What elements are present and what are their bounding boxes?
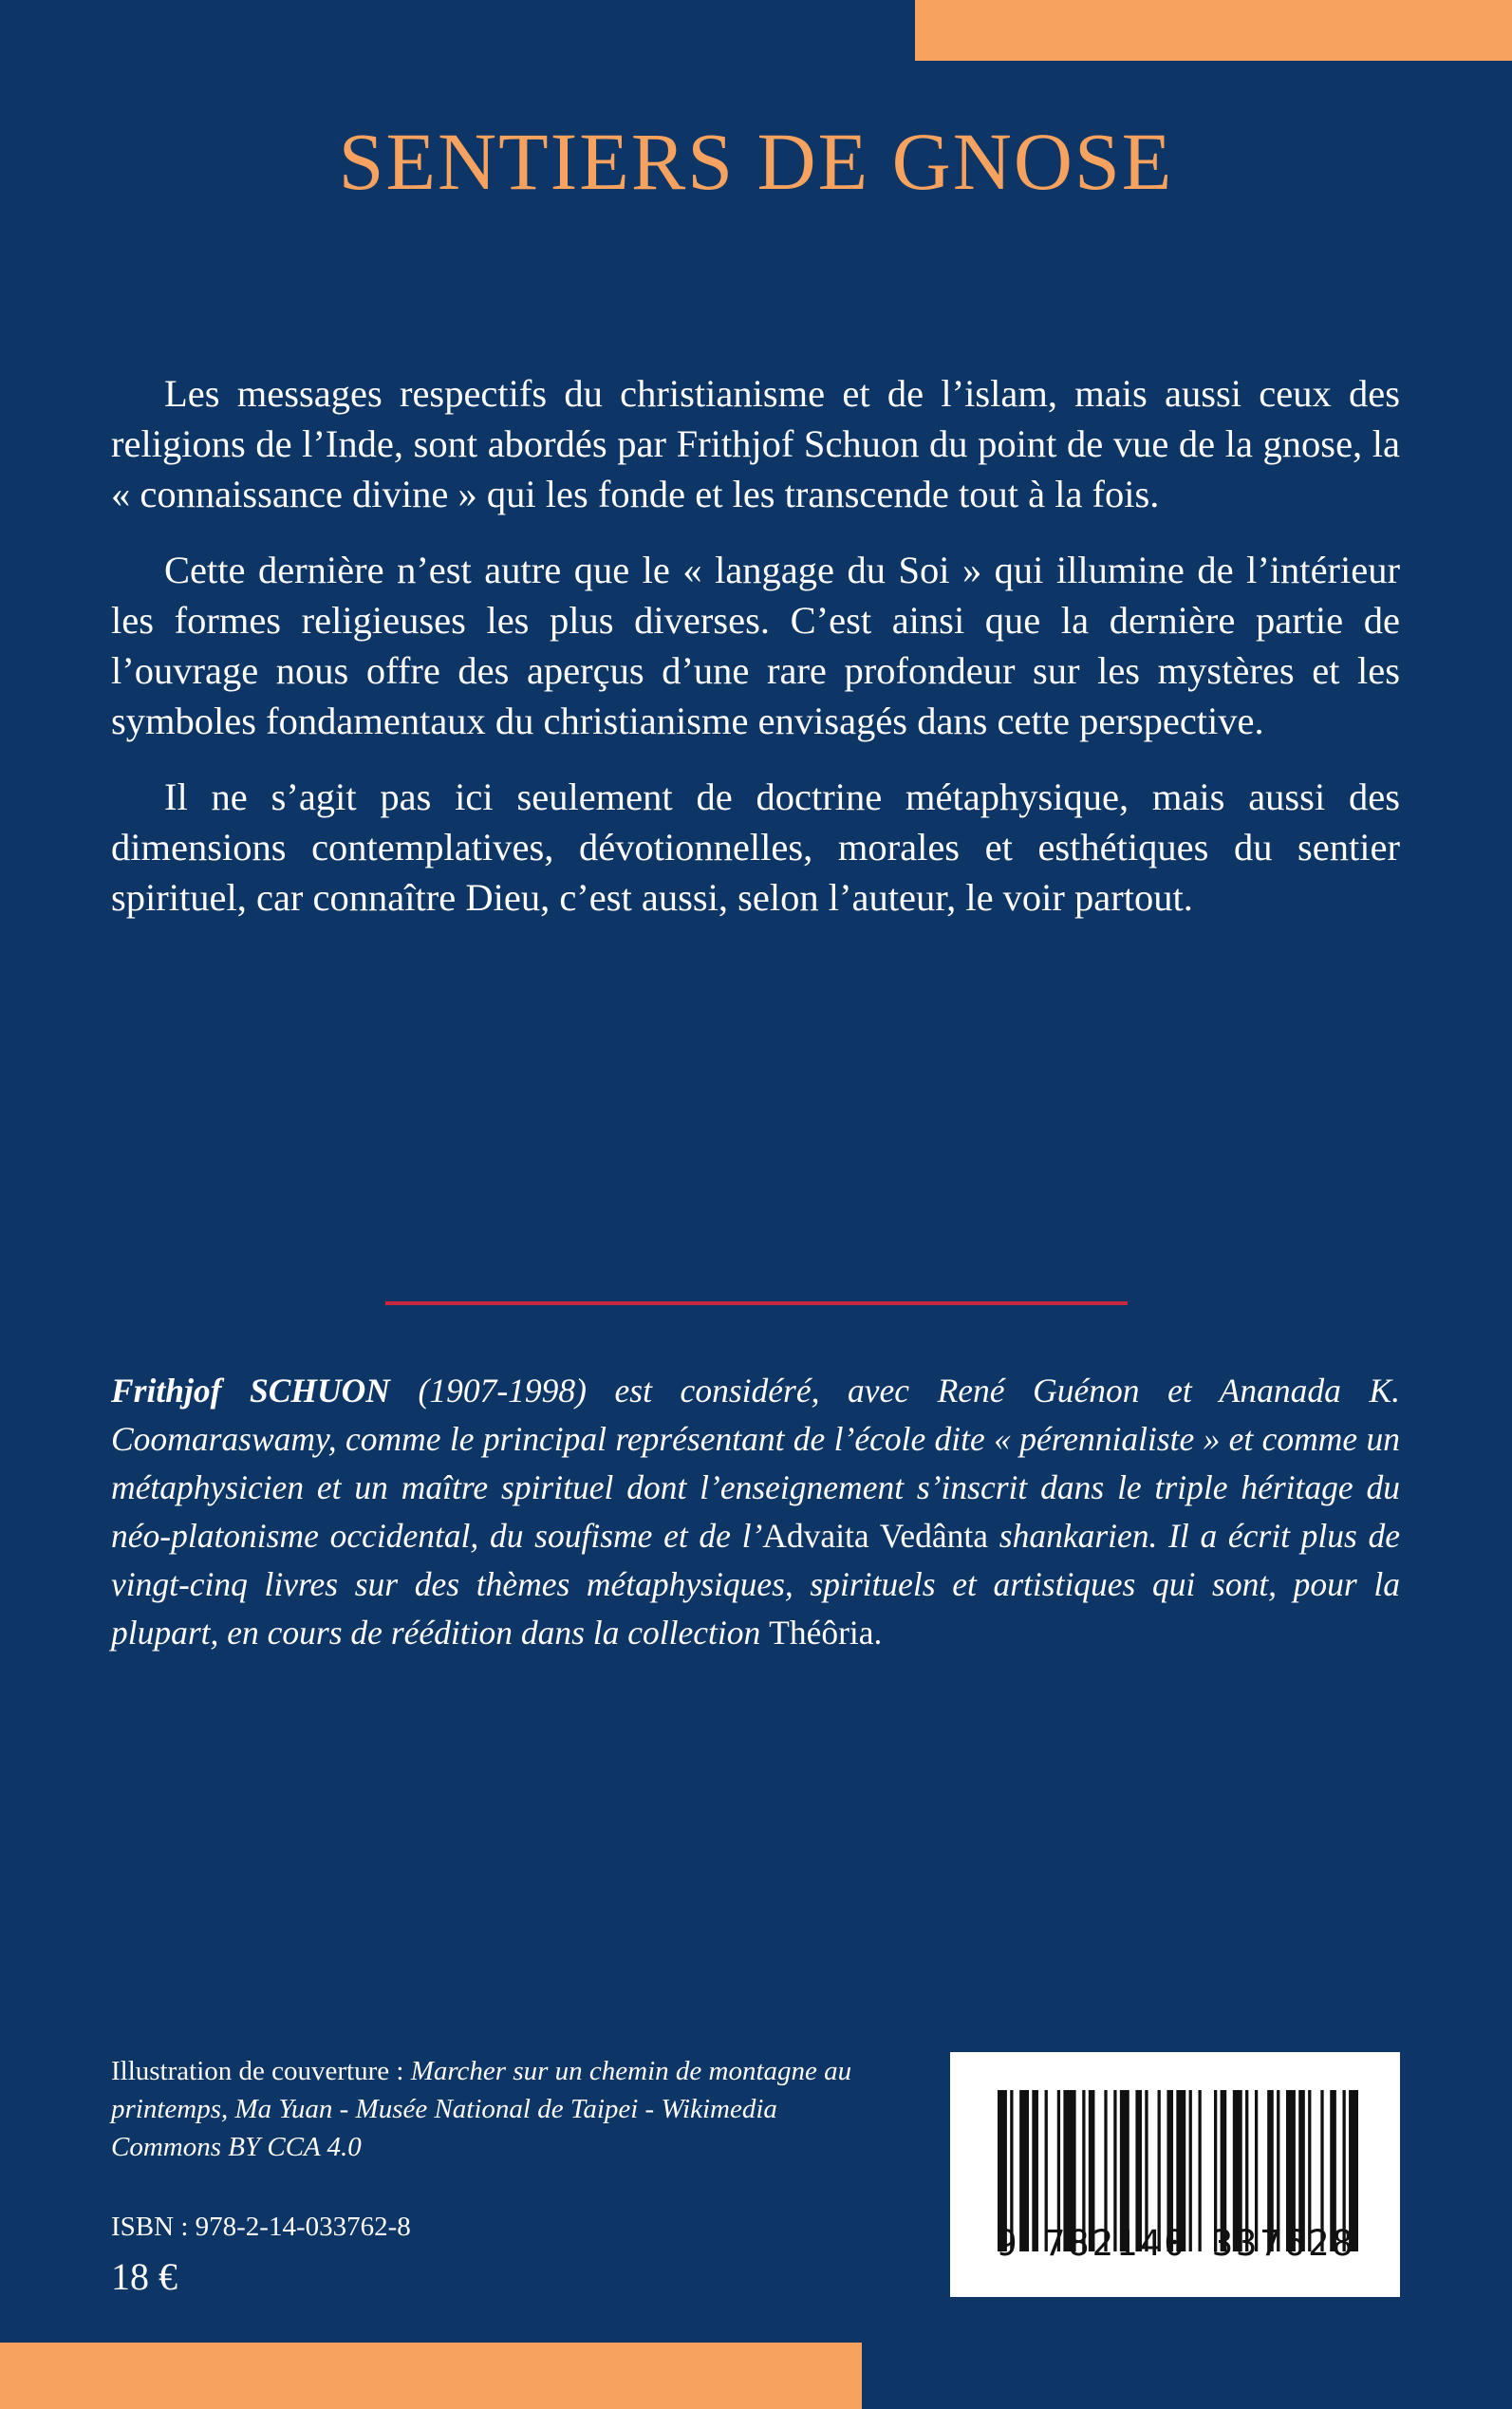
author-bio (111, 1367, 1400, 1657)
author-name: Frithjof SCHUON (111, 1372, 390, 1410)
bio-text: shankarien. Il a écrit plus de vingt-cinq livres sur des thèmes métaphysiques, spirituels et artistiques qui sont, pour la plupart, en cours de réédition dans la collection (111, 1517, 1400, 1652)
bio-end: . (873, 1614, 883, 1652)
barcode-digits: 9 782140 337628 (996, 2223, 1356, 2264)
section-separator (385, 1301, 1128, 1305)
description-paragraph: Cette dernière n’est autre que le « langage du Soi » qui illumine de l’intérieur les formes religieuses les plus diverses. C’est ainsi que la dernière partie de l’ouvrage nous offre des aperçus d’une rare profondeur sur les mystères et les symboles fondamentaux du christianisme envisagés dans cette perspective. (111, 549, 1400, 742)
barcode (950, 2052, 1400, 2297)
description-paragraph: Les messages respectifs du christianisme et de l’islam, mais aussi ceux des religions de l’Inde, sont abordés par Frithjof Schuon du point de vue de la gnose, la « connaissance divine » qui les fonde et les transcende tout à la fois. (111, 372, 1400, 515)
top-accent-bar (915, 0, 1512, 61)
credit-text: Marcher sur un chemin de montagne au printemps, Ma Yuan - Musée National de Taipei - Wikimedia Commons BY CCA 4.0 (111, 2056, 852, 2162)
bottom-accent-bar (0, 2343, 862, 2409)
book-description (111, 368, 1400, 948)
description-paragraph: Il ne s’agit pas ici seulement de doctrine métaphysique, mais aussi des dimensions contemplatives, dévotionnelles, morales et esthétiques du sentier spirituel, car connaître Dieu, c’est aussi, selon l’auteur, le voir partout. (111, 775, 1400, 919)
price: 18 € (111, 2255, 177, 2298)
bio-advaita: Advaita Vedânta (762, 1517, 989, 1555)
isbn: ISBN : 978-2-14-033762-8 (111, 2212, 411, 2242)
book-title: SENTIERS DE GNOSE (338, 116, 1174, 207)
credit-label: Illustration de couverture : (111, 2056, 411, 2086)
bio-text: (1907-1998) est considéré, avec René Guénon et Ananada K. Coomaraswamy, comme le principal représentant de l’école dite « pérennialiste » et comme un métaphysicien et un maître spirituel dont l’enseignement s’inscrit dans le triple héritage du néo-platonisme occidental, du soufisme et de l’ (111, 1372, 1400, 1555)
cover-credit (111, 2052, 889, 2166)
bio-collection: Théôria (769, 1614, 874, 1652)
